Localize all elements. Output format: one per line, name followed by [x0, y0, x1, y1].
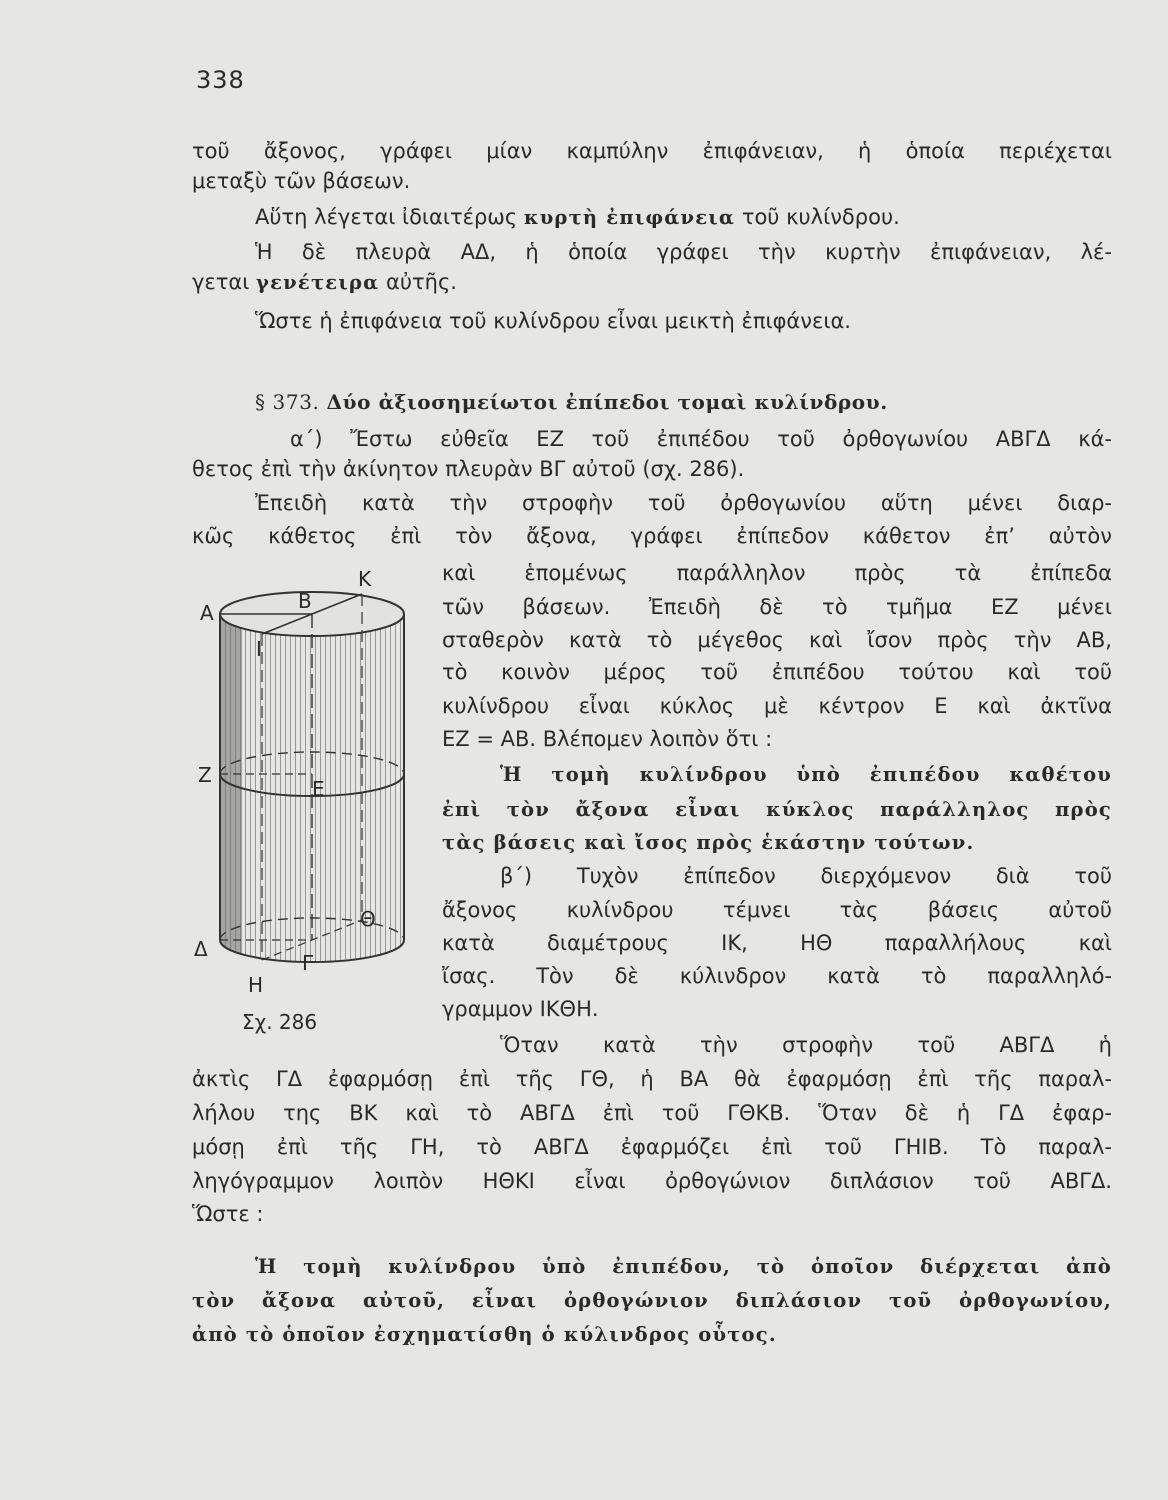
text-line: ἄξονος κυλίνδρου τέμνει τὰς βάσεις αὐτοῦ: [442, 898, 1112, 922]
text-line: καὶ ἑπομένως παράλληλον πρὸς τὰ ἐπίπεδα: [442, 561, 1112, 585]
term-convex-surface: κυρτὴ ἐπιφάνεια: [523, 206, 736, 229]
text-line: τῶν βάσεων. Ἐπειδὴ δὲ τὸ τμῆμα ΕΖ μένει: [442, 595, 1112, 619]
text-line: ληγόγραμμον λοιπὸν ΗΘΚΙ εἶναι ὀρθογώνιον διπλάσιον τοῦ ΑΒΓΔ.: [192, 1169, 1112, 1193]
text-line: ἴσας. Τὸν δὲ κύλινδρον κατὰ τὸ παραλληλό-: [442, 964, 1112, 988]
text-line: Ἐπειδὴ κατὰ τὴν στροφὴν τοῦ ὀρθογωνίου αὕτη μένει διαρ-: [255, 491, 1112, 515]
text-line: Ὥστε :: [192, 1202, 264, 1226]
text-line: ἀκτὶς ΓΔ ἐφαρμόσῃ ἐπὶ τῆς ΓΘ, ἡ ΒΑ θὰ ἐφαρμόσῃ ἐπὶ τῆς παραλ-: [192, 1067, 1112, 1091]
text-line: [192, 268, 457, 297]
label-h: Η: [248, 973, 264, 997]
page-number: 338: [196, 66, 245, 94]
section-number: § 373.: [255, 390, 320, 414]
label-a: Α: [200, 601, 214, 625]
text-line: κυλίνδρου εἶναι κύκλος μὲ κέντρον Ε καὶ ἀκτῖνα: [442, 694, 1112, 718]
text-line: α΄) Ἔστω εὐθεῖα ΕΖ τοῦ ἐπιπέδου τοῦ ὀρθογωνίου ΑΒΓΔ κά-: [290, 427, 1112, 451]
text-line: Ὥστε ἡ ἐπιφάνεια τοῦ κυλίνδρου εἶναι μεικτὴ ἐπιφάνεια.: [255, 309, 851, 333]
theorem-line: τὸν ἄξονα αὐτοῦ, εἶναι ὀρθογώνιον διπλάσιον τοῦ ὀρθογωνίου,: [192, 1289, 1112, 1312]
text-line: μεταξὺ τῶν βάσεων.: [192, 169, 411, 193]
theorem-line: ἀπὸ τὸ ὁποῖον ἐσχηματίσθη ὁ κύλινδρος οὗτος.: [192, 1323, 777, 1346]
label-z: Ζ: [198, 763, 212, 787]
text-line: τὸ κοινὸν μέρος τοῦ ἐπιπέδου τούτου καὶ τοῦ: [442, 660, 1112, 684]
text-line: λήλου της ΒΚ καὶ τὸ ΑΒΓΔ ἐπὶ τοῦ ΓΘΚΒ. Ὅταν δὲ ἡ ΓΔ ἐφαρ-: [192, 1101, 1112, 1125]
section-heading: [255, 388, 888, 416]
text-span: αὐτῆς.: [379, 270, 457, 294]
label-b: Β: [298, 589, 312, 613]
label-theta: Θ: [360, 907, 376, 931]
label-e: Ε: [312, 777, 325, 801]
text-line: τοῦ ἄξονος, γράφει μίαν καμπύλην ἐπιφάνειαν, ἡ ὁποία περιέχεται: [192, 139, 1112, 163]
text-line: κατὰ διαμέτρους ΙΚ, ΗΘ παραλλήλους καὶ: [442, 931, 1112, 955]
label-i: Ι: [256, 637, 262, 661]
text-span: τοῦ κυλίνδρου.: [735, 205, 900, 229]
text-line: [255, 203, 900, 232]
text-line: β΄) Τυχὸν ἐπίπεδον διερχόμενον διὰ τοῦ: [500, 864, 1112, 888]
label-gamma: Γ: [302, 951, 314, 975]
text-line: γραμμον ΙΚΘΗ.: [442, 997, 599, 1021]
term-generatrix: γενέτειρα: [256, 271, 380, 294]
text-span: Αὕτη λέγεται ἰδιαιτέρως: [255, 205, 524, 229]
figure-caption: Σχ. 286: [242, 1010, 318, 1034]
text-line: κῶς κάθετος ἐπὶ τὸν ἄξονα, γράφει ἐπίπεδον κάθετον ἐπ’ αὐτὸν: [192, 524, 1112, 548]
section-title: Δύο ἀξιοσημείωτοι ἐπίπεδοι τομαὶ κυλίνδρου.: [326, 390, 888, 414]
text-line: ΕΖ = ΑΒ. Βλέπομεν λοιπὸν ὅτι :: [442, 727, 773, 751]
label-k: Κ: [358, 567, 372, 591]
text-span: γεται: [192, 270, 257, 294]
theorem-line: ἐπὶ τὸν ἄξονα εἶναι κύκλος παράλληλος πρὸς: [442, 798, 1112, 821]
theorem-line: Ἡ τομὴ κυλίνδρου ὑπὸ ἐπιπέδου καθέτου: [500, 763, 1112, 786]
text-line: Ἡ δὲ πλευρὰ ΑΔ, ἡ ὁποία γράφει τὴν κυρτὴν ἐπιφάνειαν, λέ-: [255, 240, 1112, 264]
theorem-line: τὰς βάσεις καὶ ἴσος πρὸς ἑκάστην τούτων.: [442, 831, 975, 854]
cylinder-figure: [180, 560, 440, 1060]
text-line: μόσῃ ἐπὶ τῆς ΓΗ, τὸ ΑΒΓΔ ἐφαρμόζει ἐπὶ τοῦ ΓΗΙΒ. Τὸ παραλ-: [192, 1135, 1112, 1159]
label-delta: Δ: [194, 937, 208, 961]
text-line: σταθερὸν κατὰ τὸ μέγεθος καὶ ἴσον πρὸς τὴν ΑΒ,: [442, 628, 1112, 652]
text-line: Ὅταν κατὰ τὴν στροφὴν τοῦ ΑΒΓΔ ἡ: [500, 1033, 1112, 1057]
text-line: θετος ἐπὶ τὴν ἀκίνητον πλευρὰν ΒΓ αὐτοῦ (σχ. 286).: [192, 457, 745, 481]
theorem-line: Ἡ τομὴ κυλίνδρου ὑπὸ ἐπιπέδου, τὸ ὁποῖον διέρχεται ἀπὸ: [255, 1255, 1112, 1278]
